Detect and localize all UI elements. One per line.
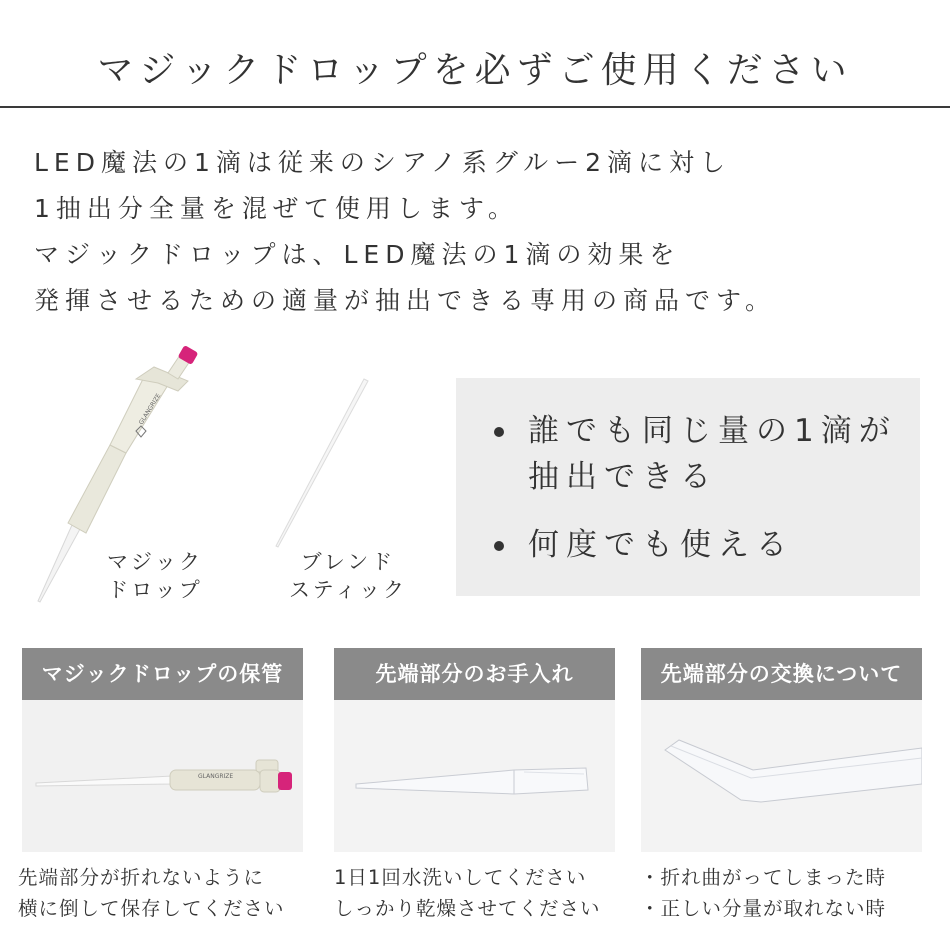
bullet-icon [494,427,504,437]
magic-drop-label: マジック ドロップ [107,550,203,602]
intro-line: マジックドロップは、LED魔法の1滴の効果を [34,240,681,269]
tip-care-photo [334,700,615,852]
intro-text [34,140,776,324]
card-header: マジックドロップの保管 [22,648,303,700]
intro-line: LED魔法の1滴は従来のシアノ系グルー2滴に対し [34,148,732,177]
pink-cap-icon [278,772,292,790]
features-panel [456,378,920,596]
card-tip-replacement [641,648,922,852]
card-header: 先端部分の交換について [641,648,922,700]
blend-stick-label: ブレンド スティック [289,550,407,602]
storage-photo [22,700,303,852]
bullet-icon [494,541,504,551]
title-divider [0,106,950,108]
feature-item: 何度でも使える [494,522,794,568]
feature-item: 誰でも同じ量の1滴が 抽出できる [494,408,897,500]
card-caption: ・折れ曲がってしまった時 ・正しい分量が取れない時 [640,866,887,920]
intro-line: 発揮させるための適量が抽出できる専用の商品です。 [34,286,777,315]
card-caption: 1日1回水洗いしてください しっかり乾燥させてください [334,866,601,920]
pipette-brand-text: GLANGRIZE [137,392,163,427]
card-storage [22,648,303,852]
pipette-brand-text: GLANGRIZE [198,773,234,780]
blend-stick-image [268,375,378,555]
page-title: マジックドロップを必ずご使用ください [97,50,853,91]
intro-line: 1抽出分全量を混ぜて使用します。 [34,194,519,223]
card-tip-care [334,648,615,852]
card-header: 先端部分のお手入れ [334,648,615,700]
card-caption: 先端部分が折れないように 横に倒して保存してください [18,866,285,920]
tip-replacement-photo [641,700,922,852]
